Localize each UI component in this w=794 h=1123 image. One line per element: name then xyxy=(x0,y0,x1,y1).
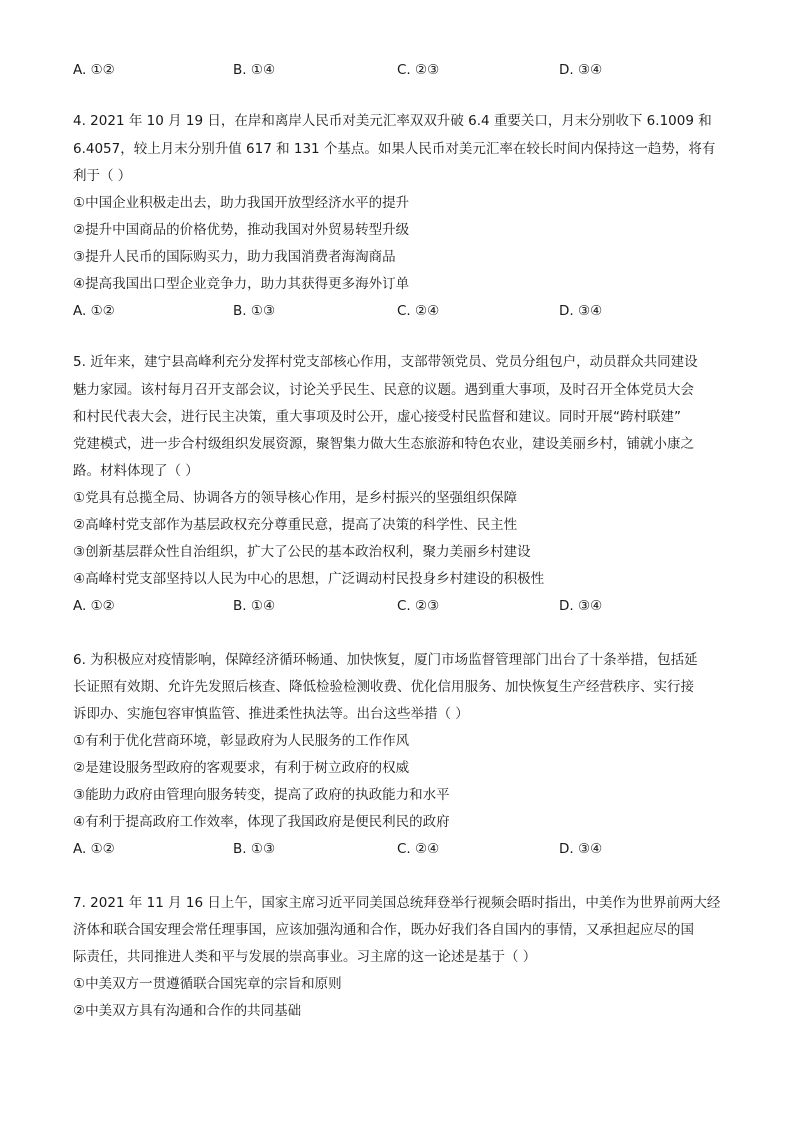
q6-stem-line: 长证照有效期、允许先发照后核查、降低检验检测收费、优化信用服务、加快恢复生产经营秩序、实行接 xyxy=(73,679,694,695)
q7-statement-1: ①中美双方一贯遵循联合国宪章的宗旨和原则 xyxy=(73,976,342,992)
q6-stem-line: 6. 为积极应对疫情影响，保障经济循环畅通、加快恢复，厦门市场监督管理部门出台了十条举措，包括延 xyxy=(73,652,698,668)
q4-option-a: A. ①② xyxy=(73,303,115,319)
q3-option-b: B. ①④ xyxy=(233,62,276,78)
q6-option-d: D. ③④ xyxy=(559,841,603,857)
q5-options xyxy=(73,597,723,615)
q4-statement-3: ③提升人民币的国际购买力，助力我国消费者海淘商品 xyxy=(73,249,396,265)
q3-option-a: A. ①② xyxy=(73,62,115,78)
q6-statement-4: ④有利于提高政府工作效率，体现了我国政府是便民利民的政府 xyxy=(73,814,450,830)
q5-stem-line: 和村民代表大会，进行民主决策，重大事项及时公开，虚心接受村民监督和建议。同时开展“跨村联建” xyxy=(73,409,681,425)
q4-stem-line: 利于（ ） xyxy=(73,168,132,184)
q6-options xyxy=(73,840,723,858)
q3-option-d: D. ③④ xyxy=(559,62,603,78)
q3-options xyxy=(73,61,723,79)
q7-statement-2: ②中美双方具有沟通和合作的共同基础 xyxy=(73,1003,302,1019)
q7-stem-line: 7. 2021 年 11 月 16 日上午，国家主席习近平同美国总统拜登举行视频会晤时指出，中美作为世界前两大经 xyxy=(73,895,721,911)
q4-option-c: C. ②④ xyxy=(397,303,440,319)
q4-stem-line: 4. 2021 年 10 月 19 日，在岸和离岸人民币对美元汇率双双升破 6.4 重要关口，月末分别收下 6.1009 和 xyxy=(73,113,712,129)
q7-stem-line: 济体和联合国安理会常任理事国，应该加强沟通和合作，既办好我们各自国内的事情，又承担起应尽的国 xyxy=(73,922,694,938)
q5-stem-line: 5. 近年来，建宁县高峰利充分发挥村党支部核心作用，支部带领党员、党员分组包户，动员群众共同建设 xyxy=(73,354,698,370)
q5-stem-line: 路。材料体现了（ ） xyxy=(73,463,199,479)
q4-option-b: B. ①③ xyxy=(233,303,276,319)
q5-option-b: B. ①④ xyxy=(233,598,276,614)
q5-statement-2: ②高峰村党支部作为基层政权充分尊重民意，提高了决策的科学性、民主性 xyxy=(73,517,518,533)
q3-option-c: C. ②③ xyxy=(397,62,440,78)
q5-statement-1: ①党具有总揽全局、协调各方的领导核心作用，是乡村振兴的坚强组织保障 xyxy=(73,490,518,506)
q4-statement-4: ④提高我国出口型企业竞争力，助力其获得更多海外订单 xyxy=(73,276,410,292)
q5-stem-line: 党建模式，进一步合村级组织发展资源，聚智集力做大生态旅游和特色农业，建设美丽乡村，铺就小康之 xyxy=(73,436,694,452)
q6-option-a: A. ①② xyxy=(73,841,115,857)
q4-stem-line: 6.4057，较上月末分别升值 617 和 131 个基点。如果人民币对美元汇率在较长时间内保持这一趋势，将有 xyxy=(73,141,716,157)
q6-option-c: C. ②④ xyxy=(397,841,440,857)
q4-option-d: D. ③④ xyxy=(559,303,603,319)
q6-statement-1: ①有利于优化营商环境，彰显政府为人民服务的工作作风 xyxy=(73,733,410,749)
q5-stem-line: 魅力家园。该村每月召开支部会议，讨论关乎民生、民意的议题。遇到重大事项，及时召开全体党员大会 xyxy=(73,382,694,398)
q6-statement-3: ③能助力政府由管理向服务转变，提高了政府的执政能力和水平 xyxy=(73,787,450,803)
q5-option-c: C. ②③ xyxy=(397,598,440,614)
q6-statement-2: ②是建设服务型政府的客观要求，有利于树立政府的权威 xyxy=(73,760,410,776)
q6-option-b: B. ①③ xyxy=(233,841,276,857)
q7-stem-line: 际责任，共同推进人类和平与发展的崇高事业。习主席的这一论述是基于（ ） xyxy=(73,949,537,965)
q4-statement-2: ②提升中国商品的价格优势，推动我国对外贸易转型升级 xyxy=(73,222,410,238)
q4-options xyxy=(73,302,723,320)
q5-option-a: A. ①② xyxy=(73,598,115,614)
q6-stem-line: 诉即办、实施包容审慎监管、推进柔性执法等。出台这些举措（ ） xyxy=(73,706,469,722)
q5-statement-4: ④高峰村党支部坚持以人民为中心的思想，广泛调动村民投身乡村建设的积极性 xyxy=(73,571,545,587)
q4-statement-1: ①中国企业积极走出去，助力我国开放型经济水平的提升 xyxy=(73,195,410,211)
q5-statement-3: ③创新基层群众性自治组织，扩大了公民的基本政治权利，聚力美丽乡村建设 xyxy=(73,544,531,560)
q5-option-d: D. ③④ xyxy=(559,598,603,614)
